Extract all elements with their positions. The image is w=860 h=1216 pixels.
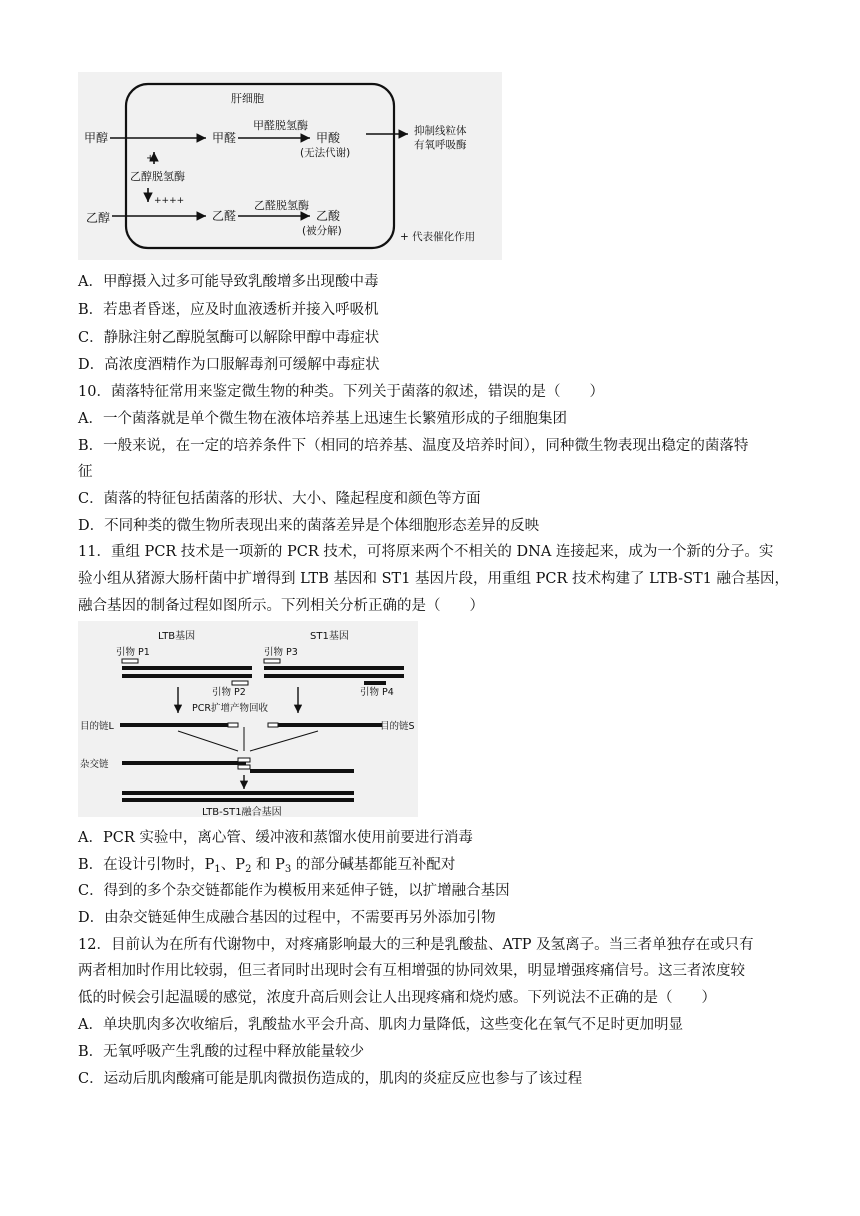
acetic-acid-label: 乙酸 — [316, 209, 341, 223]
primer-p3-label: 引物 P3 — [264, 647, 298, 658]
q11-option-a: A．PCR 实验中，离心管、缓冲液和蒸馏水使用前要进行消毒 — [78, 830, 473, 846]
q12-stem-line2: 两者相加时作用比较弱，但三者同时出现时会有互相增强的协同效果，明显增强疼痛信号。这三者浓度较 — [78, 963, 745, 979]
target-strand-l — [120, 723, 236, 727]
target-strand-s-primer — [268, 723, 278, 727]
target-strand-l-primer — [228, 723, 238, 727]
liver-metabolism-diagram — [78, 72, 502, 260]
q11-option-c: C．得到的多个杂交链都能作为模板用来延伸子链，以扩增融合基因 — [78, 883, 510, 899]
formaldehyde-label: 甲醛 — [212, 131, 237, 145]
hybrid-overlap-top — [238, 758, 250, 762]
liver-metabolism-figure — [78, 72, 502, 260]
formic-acid-note: (无法代谢) — [300, 147, 351, 159]
q11-option-b: B．在设计引物时，$P_1$、$P_2$ 和 $P_3$ 的部分碱基都能互补配对 — [78, 857, 456, 875]
hybrid-strand-bottom — [250, 769, 354, 773]
plus-strong: ++++ — [154, 196, 185, 206]
q12-option-b: B．无氧呼吸产生乳酸的过程中释放能量较少 — [78, 1044, 365, 1060]
cell-label: 肝细胞 — [231, 92, 264, 105]
effect-line-1: 抑制线粒体 — [414, 125, 467, 137]
effect-line-2: 有氧呼吸酶 — [414, 139, 467, 151]
hybrid-strand-label: 杂交链 — [80, 759, 109, 770]
recombinant-pcr-diagram — [78, 621, 418, 817]
join-line-right — [250, 731, 318, 751]
acetaldehyde-label: 乙醛 — [212, 209, 237, 223]
primer-p3 — [264, 659, 280, 663]
fusion-strand-bottom — [122, 798, 354, 802]
ltb-gene-label: LTB基因 — [158, 631, 196, 642]
target-strand-l-label: 目的链L — [80, 721, 114, 732]
q11-stem-line2: 验小组从猪源大肠杆菌中扩增得到 LTB 基因和 ST1 基因片段，用重组 PCR 技术构建了 LTB-ST1 融合基因， — [78, 571, 790, 587]
fusion-strand-top — [122, 791, 354, 795]
q9-option-d: D．高浓度酒精作为口服解毒剂可缓解中毒症状 — [78, 357, 380, 373]
q10-option-b-line1: B．一般来说，在一定的培养条件下（相同的培养基、温度及培养时间），同种微生物表现出稳定的菌落特 — [78, 438, 749, 454]
ethanol-label: 乙醇 — [86, 211, 111, 225]
plus-weak: + — [146, 153, 155, 164]
q12-option-a: A．单块肌肉多次收缩后，乳酸盐水平会升高、肌肉力量降低，这些变化在氧气不足时更加明显 — [78, 1017, 683, 1033]
alcohol-dehydrogenase-label: 乙醇脱氢酶 — [130, 170, 185, 183]
methanol-label: 甲醇 — [84, 131, 109, 145]
acetic-acid-note: (被分解) — [302, 225, 342, 237]
q9-option-c: C．静脉注射乙醇脱氢酶可以解除甲醇中毒症状 — [78, 330, 380, 346]
q10-option-d: D．不同种类的微生物所表现出来的菌落差异是个体细胞形态差异的反映 — [78, 518, 540, 534]
hybrid-strand-top — [122, 761, 246, 765]
q11-stem-line3: 融合基因的制备过程如图所示。下列相关分析正确的是（ ） — [78, 598, 484, 614]
ltb-strand-bottom — [122, 674, 252, 678]
primer-p2-label: 引物 P2 — [212, 687, 246, 698]
st1-strand-bottom — [264, 674, 404, 678]
target-strand-s-label: 目的链S — [380, 721, 415, 732]
q12-stem-line1: 12．目前认为在所有代谢物中，对疼痛影响最大的三种是乳酸盐、ATP 及氢离子。当三者单独存在或只有 — [78, 937, 754, 953]
q11-stem-line1: 11．重组 PCR 技术是一项新的 PCR 技术，可将原来两个不相关的 DNA 连接起来，成为一个新的分子。实 — [78, 544, 774, 560]
formic-acid-label: 甲酸 — [316, 131, 341, 145]
join-line-left — [178, 731, 238, 751]
q10-option-b-line2: 征 — [78, 464, 93, 480]
q12-stem-line3: 低的时候会引起温暖的感觉，浓度升高后则会让人出现疼痛和烧灼感。下列说法不正确的是（ ） — [78, 990, 716, 1006]
hybrid-overlap-bottom — [238, 765, 250, 769]
primer-p2 — [232, 681, 248, 685]
primer-p1-label: 引物 P1 — [116, 647, 150, 658]
q10-option-c: C．菌落的特征包括菌落的形状、大小、隆起程度和颜色等方面 — [78, 491, 481, 507]
q9-option-b: B．若患者昏迷，应及时血液透析并接入呼吸机 — [78, 302, 379, 318]
target-strand-s — [278, 723, 382, 727]
liver-cell-boundary — [126, 84, 394, 248]
primer-p4-label: 引物 P4 — [360, 687, 394, 698]
figure-legend: + 代表催化作用 — [400, 231, 476, 243]
fusion-gene-label: LTB-ST1融合基因 — [202, 807, 282, 817]
pcr-recovery-label: PCR扩增产物回收 — [192, 703, 268, 714]
primer-p1 — [122, 659, 138, 663]
st1-gene-label: ST1基因 — [310, 631, 349, 642]
q12-option-c: C．运动后肌肉酸痛可能是肌肉微损伤造成的，肌肉的炎症反应也参与了该过程 — [78, 1071, 583, 1087]
recombinant-pcr-figure — [78, 621, 418, 817]
q11-option-d: D．由杂交链延伸生成融合基因的过程中，不需要再另外添加引物 — [78, 910, 496, 926]
st1-strand-top — [264, 666, 404, 670]
q9-option-a: A．甲醇摄入过多可能导致乳酸增多出现酸中毒 — [78, 274, 379, 290]
q10-stem: 10．菌落特征常用来鉴定微生物的种类。下列关于菌落的叙述，错误的是（ ） — [78, 384, 604, 400]
ltb-strand-top — [122, 666, 252, 670]
acetaldehyde-dehydrogenase-label: 乙醛脱氢酶 — [254, 199, 309, 212]
formaldehyde-dehydrogenase-label: 甲醛脱氢酶 — [253, 119, 308, 132]
q10-option-a: A．一个菌落就是单个微生物在液体培养基上迅速生长繁殖形成的子细胞集团 — [78, 411, 567, 427]
primer-p4 — [364, 681, 386, 685]
